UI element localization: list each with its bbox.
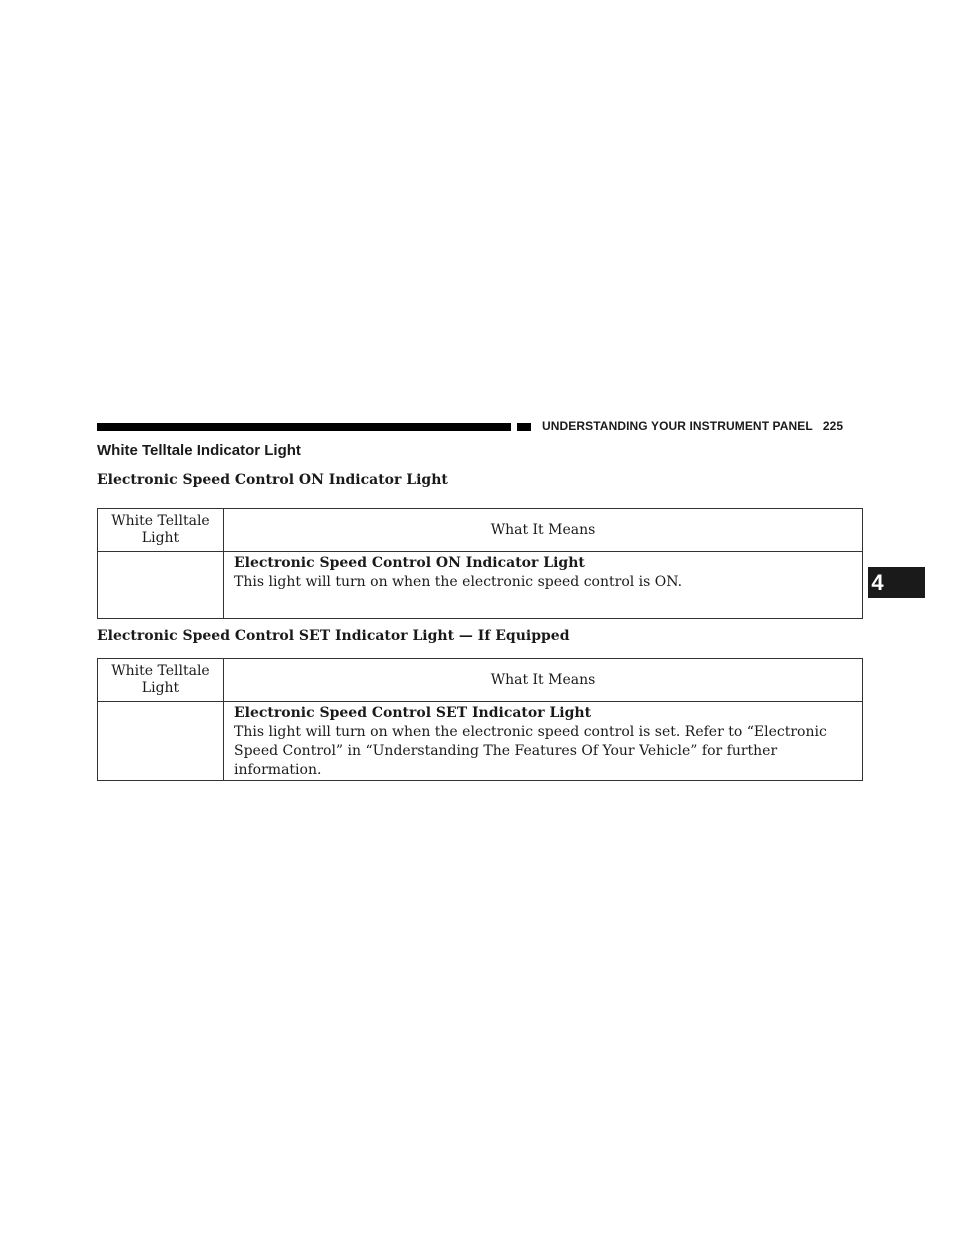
col-header-meaning: What It Means [224,509,863,552]
running-header [542,419,843,433]
col-header-meaning: What It Means [224,659,863,702]
entry-heading-speed-control-set: Electronic Speed Control SET Indicator Light — If Equipped [97,628,570,644]
col-header-telltale: White Telltale Light [98,509,224,552]
meaning-text: This light will turn on when the electronic speed control is set. Refer to “Electronic Speed Control” in “Understanding The Features Of Your Vehicle” for further information. [234,724,827,778]
col-header-telltale: White Telltale Light [98,659,224,702]
table-header-row [98,509,863,552]
section-heading: White Telltale Indicator Light [97,442,301,459]
telltale-cell [98,702,224,781]
table-header-row [98,659,863,702]
meaning-cell [224,552,863,619]
entry-heading-speed-control-on: Electronic Speed Control ON Indicator Light [97,472,448,488]
indicator-table-speed-control-set [97,658,863,781]
meaning-title: Electronic Speed Control SET Indicator Light [234,705,592,721]
header-rule-end [517,423,531,431]
indicator-table-speed-control-on [97,508,863,619]
telltale-cell [98,552,224,619]
meaning-title: Electronic Speed Control ON Indicator Light [234,555,585,571]
table-row [98,702,863,781]
header-section-title: UNDERSTANDING YOUR INSTRUMENT PANEL [542,419,813,433]
page-number: 225 [822,419,844,433]
header-rule [97,423,511,431]
chapter-number: 4 [871,570,884,595]
meaning-cell [224,702,863,781]
meaning-text: This light will turn on when the electronic speed control is ON. [234,574,683,590]
table-row [98,552,863,619]
chapter-tab[interactable] [868,567,925,598]
